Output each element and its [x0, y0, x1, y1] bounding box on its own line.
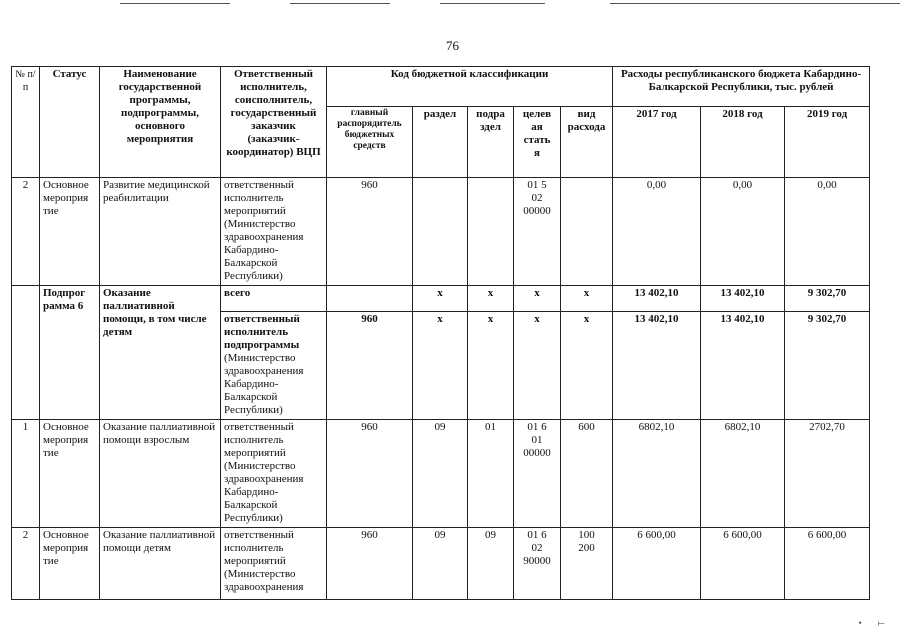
- cell-2018: 13 402,10: [701, 286, 785, 312]
- table-row: [12, 528, 870, 600]
- cell-grbs: 960: [327, 528, 413, 600]
- cell-2017: 13 402,10: [613, 312, 701, 420]
- cell-2018: 6802,10: [701, 420, 785, 528]
- page-number: 76: [446, 38, 459, 53]
- cell-2019: 6 600,00: [785, 528, 870, 600]
- cell-vr: 600: [561, 420, 613, 528]
- cell-vr: [561, 178, 613, 286]
- cell-status: Основное мероприя тие: [40, 420, 100, 528]
- cell-2017: 6 600,00: [613, 528, 701, 600]
- cell-cs: 01 6 01 00000: [514, 420, 561, 528]
- cell-responsible: ответственный исполнитель мероприятий (Министерство здравоохранения: [221, 528, 327, 600]
- header-year-2017: 2017 год: [613, 107, 701, 178]
- cell-status: Основное мероприя тие: [40, 528, 100, 600]
- cell-2019: 9 302,70: [785, 286, 870, 312]
- cell-name: Оказание паллиативной помощи взрослым: [100, 420, 221, 528]
- cell-status: Подпрог рамма 6: [40, 286, 100, 420]
- cell-num: [12, 286, 40, 420]
- table-row: [12, 286, 870, 312]
- header-kbk: Код бюджетной классификации: [327, 67, 613, 107]
- table-row: [12, 178, 870, 286]
- cell-grbs: 960: [327, 420, 413, 528]
- cell-vr: x: [561, 286, 613, 312]
- cell-cs: 01 5 02 00000: [514, 178, 561, 286]
- cell-podrazdel: 01: [468, 420, 514, 528]
- header-responsible: Ответственный исполнитель, соисполнитель, государственный заказчик (заказчик-координатор) ВЦП: [221, 67, 327, 178]
- cell-razdel: [413, 178, 468, 286]
- cell-grbs: 960: [327, 178, 413, 286]
- header-num: № п/п: [12, 67, 40, 178]
- cell-name: Оказание паллиативной помощи, в том числе детям: [100, 286, 221, 420]
- cell-cs: 01 6 02 90000: [514, 528, 561, 600]
- cell-2018: 6 600,00: [701, 528, 785, 600]
- responsible-bold-text: ответственный исполнитель подпрограммы: [224, 313, 300, 351]
- cell-podrazdel: x: [468, 286, 514, 312]
- header-razdel: раздел: [413, 107, 468, 178]
- header-grbs: главный распорядитель бюджетных средств: [327, 107, 413, 178]
- cell-podrazdel: [468, 178, 514, 286]
- cell-2019: 9 302,70: [785, 312, 870, 420]
- cell-grbs: 960: [327, 312, 413, 420]
- header-cs: целев ая стать я: [514, 107, 561, 178]
- header-podrazdel: подра здел: [468, 107, 514, 178]
- header-status: Статус: [40, 67, 100, 178]
- cell-2018: 0,00: [701, 178, 785, 286]
- cell-2017: 13 402,10: [613, 286, 701, 312]
- header-vr: вид расхода: [561, 107, 613, 178]
- cell-num: 1: [12, 420, 40, 528]
- cell-cs: x: [514, 312, 561, 420]
- header-name: Наименование государственной программы, подпрограммы, основного мероприятия: [100, 67, 221, 178]
- scan-line: [290, 3, 390, 4]
- cell-name: Оказание паллиативной помощи детям: [100, 528, 221, 600]
- scan-line: [120, 3, 230, 4]
- cell-status: Основное мероприя тие: [40, 178, 100, 286]
- cell-2017: 0,00: [613, 178, 701, 286]
- header-row-1: [12, 67, 870, 107]
- header-expenses: Расходы республиканского бюджета Кабардино-Балкарской Республики, тыс. рублей: [613, 67, 870, 107]
- header-year-2018: 2018 год: [701, 107, 785, 178]
- cell-responsible: ответственный исполнитель мероприятий (Министерство здравоохранения Кабардино-Балкарской Республики): [221, 420, 327, 528]
- scan-line: [610, 3, 900, 4]
- scan-line: [440, 3, 545, 4]
- cell-razdel: x: [413, 312, 468, 420]
- cell-2017: 6802,10: [613, 420, 701, 528]
- cell-responsible: [221, 312, 327, 420]
- cell-name: Развитие медицинской реабилитации: [100, 178, 221, 286]
- cell-cs: x: [514, 286, 561, 312]
- table-row: [12, 420, 870, 528]
- cell-razdel: 09: [413, 528, 468, 600]
- cell-2018: 13 402,10: [701, 312, 785, 420]
- cell-podrazdel: x: [468, 312, 514, 420]
- cell-razdel: 09: [413, 420, 468, 528]
- cell-2019: 0,00: [785, 178, 870, 286]
- header-year-2019: 2019 год: [785, 107, 870, 178]
- cell-responsible: ответственный исполнитель мероприятий (Министерство здравоохранения Кабардино-Балкарской Республики): [221, 178, 327, 286]
- budget-table: [11, 66, 870, 600]
- cell-vr: x: [561, 312, 613, 420]
- cell-responsible: всего: [221, 286, 327, 312]
- cell-grbs: [327, 286, 413, 312]
- cell-razdel: x: [413, 286, 468, 312]
- cell-podrazdel: 09: [468, 528, 514, 600]
- cell-num: 2: [12, 178, 40, 286]
- responsible-rest-text: (Министерство здравоохранения Кабардино-Балкарской Республики): [224, 352, 304, 416]
- cell-2019: 2702,70: [785, 420, 870, 528]
- cell-vr: 100 200: [561, 528, 613, 600]
- cell-num: 2: [12, 528, 40, 600]
- scan-marks: • ⟝: [858, 618, 885, 628]
